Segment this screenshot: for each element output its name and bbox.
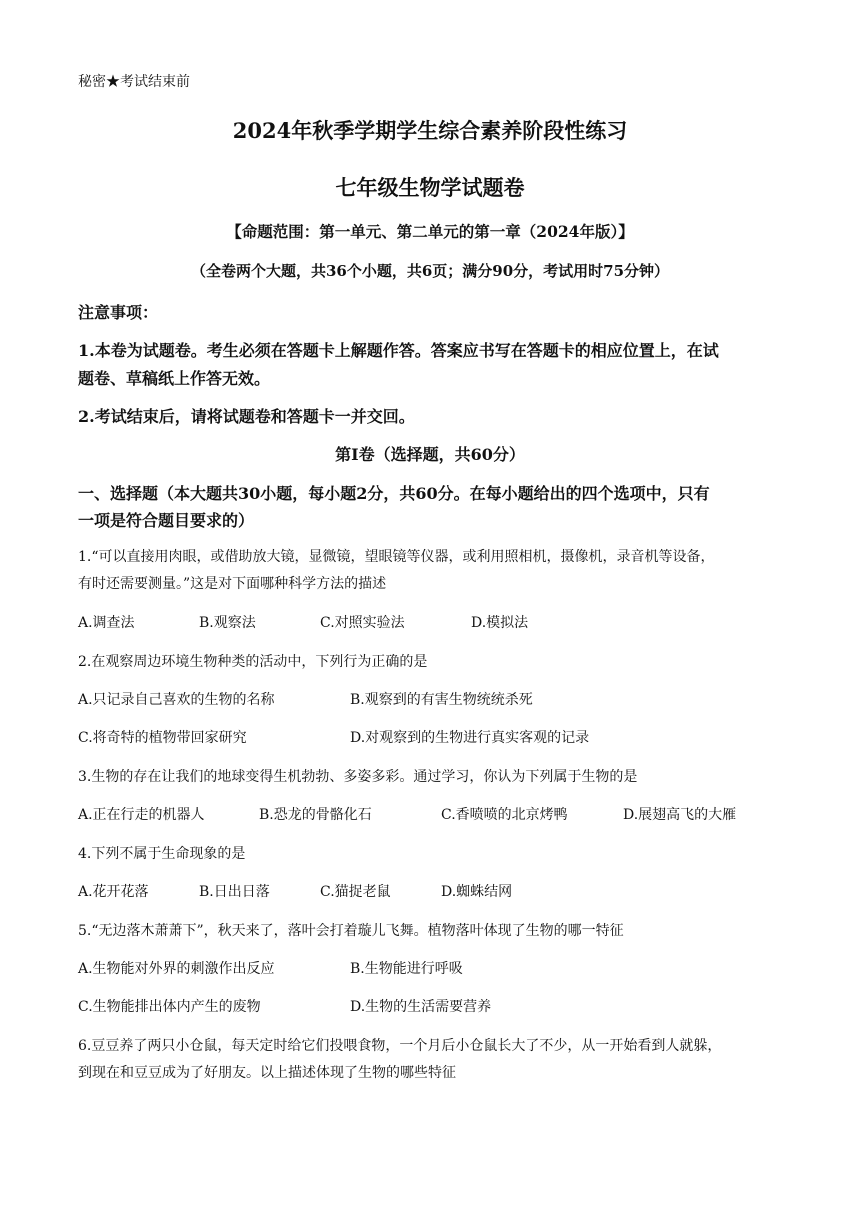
- section-heading-line-2: 一项是符合题目要求的）: [78, 511, 255, 530]
- part1-heading: 第Ⅰ卷（选择题，共60分）: [335, 445, 525, 464]
- question-6-stem-line-2: 到现在和豆豆成为了好朋友。以上描述体现了生物的哪些特征: [78, 1065, 456, 1081]
- question-3-stem: 3.生物的存在让我们的地球变得生机勃勃、多姿多彩。通过学习，你认为下列属于生物的是: [78, 769, 638, 785]
- question-1-option-a: A.调查法: [78, 615, 135, 631]
- question-3-option-d: D.展翅高飞的大雁: [623, 807, 737, 823]
- question-3-option-b: B.恐龙的骨骼化石: [259, 807, 372, 823]
- question-4-option-a: A.花开花落: [78, 884, 149, 900]
- section-heading-line-1: 一、选择题（本大题共30小题，每小题2分，共60分。在每小题给出的四个选项中，只有: [78, 484, 710, 503]
- notice-item-2: 2.考试结束后，请将试题卷和答题卡一并交回。: [78, 407, 415, 426]
- question-2-option-c: C.将奇特的植物带回家研究: [78, 730, 247, 746]
- question-5-stem: 5.“无边落木萧萧下”，秋天来了，落叶会打着璇儿飞舞。植物落叶体现了生物的哪一特征: [78, 923, 624, 939]
- question-5-option-c: C.生物能排出体内产生的废物: [78, 999, 261, 1015]
- question-1-stem-line-2: 有时还需要测量。”这是对下面哪种科学方法的描述: [78, 576, 387, 592]
- question-1-option-d: D.模拟法: [471, 615, 529, 631]
- question-4-stem: 4.下列不属于生命现象的是: [78, 846, 246, 862]
- question-1-stem-line-1: 1.“可以直接用肉眼，或借助放大镜，显微镜，望眼镜等仪器，或利用照相机，摄像机，录音机等设备，: [78, 549, 715, 565]
- exam-info: （全卷两个大题，共36个小题，共6页；满分90分，考试用时75分钟）: [190, 262, 670, 280]
- question-6-stem-line-1: 6.豆豆养了两只小仓鼠，每天定时给它们投喂食物，一个月后小仓鼠长大了不少，从一开始看到人就躲，: [78, 1038, 722, 1054]
- question-4-option-d: D.蜘蛛结网: [441, 884, 513, 900]
- question-4-option-c: C.猫捉老鼠: [320, 884, 391, 900]
- question-3-option-c: C.香喷喷的北京烤鸭: [441, 807, 568, 823]
- question-5-option-b: B.生物能进行呼吸: [350, 961, 463, 977]
- notice-item-1-line-1: 1.本卷为试题卷。考生必须在答题卡上解题作答。答案应书写在答题卡的相应位置上，在试: [78, 341, 719, 360]
- question-4-option-b: B.日出日落: [199, 884, 270, 900]
- question-2-option-d: D.对观察到的生物进行真实客观的记录: [350, 730, 590, 746]
- confidential-label: 秘密★考试结束前: [78, 74, 190, 90]
- exam-subtitle: 七年级生物学试题卷: [335, 175, 525, 200]
- question-5-option-a: A.生物能对外界的刺激作出反应: [78, 961, 275, 977]
- question-2-option-b: B.观察到的有害生物统统杀死: [350, 692, 533, 708]
- notice-heading: 注意事项：: [78, 303, 159, 322]
- question-3-option-a: A.正在行走的机器人: [78, 807, 205, 823]
- question-1-option-b: B.观察法: [199, 615, 256, 631]
- notice-item-1-line-2: 题卷、草稿纸上作答无效。: [78, 369, 271, 388]
- exam-title: 2024年秋季学期学生综合素养阶段性练习: [232, 118, 628, 143]
- question-2-option-a: A.只记录自己喜欢的生物的名称: [78, 692, 275, 708]
- question-5-option-d: D.生物的生活需要营养: [350, 999, 492, 1015]
- exam-scope: 【命题范围：第一单元、第二单元的第一章（2024年版）】: [226, 222, 634, 241]
- question-2-stem: 2.在观察周边环境生物种类的活动中，下列行为正确的是: [78, 654, 428, 670]
- question-1-option-c: C.对照实验法: [320, 615, 405, 631]
